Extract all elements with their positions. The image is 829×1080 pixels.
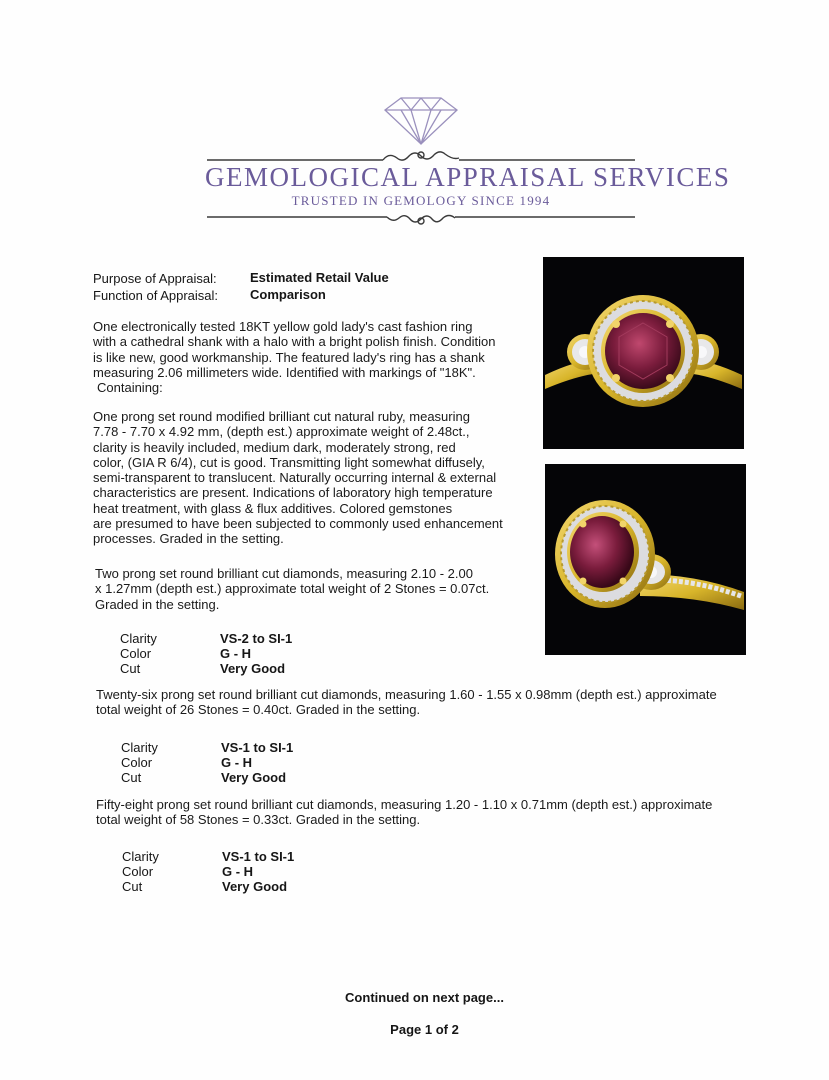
grade-value: VS-2 to SI-1: [220, 631, 293, 646]
text-line: heat treatment, with glass & flux additives. Colored gemstones: [93, 500, 453, 516]
grade-value: G - H: [220, 646, 252, 661]
diamond-group-2-grades: [121, 740, 381, 788]
text-line: Two prong set round brilliant cut diamonds, measuring 2.10 - 2.00: [95, 566, 473, 581]
company-name: GEMOLOGICAL APPRAISAL SERVICES: [205, 162, 731, 192]
grade-name: Clarity: [121, 740, 158, 755]
diamond-group-2-description: [96, 687, 717, 718]
grade-name: Cut: [122, 879, 143, 894]
diamond-group-3-description: [96, 797, 712, 828]
grade-value: VS-1 to SI-1: [221, 740, 294, 755]
ruby-description: [93, 409, 503, 547]
text-line: x 1.27mm (depth est.) approximate total weight of 2 Stones = 0.07ct.: [95, 581, 490, 597]
diamond-group-1-description: [95, 566, 489, 612]
grade-name: Color: [122, 864, 154, 879]
ring-description: [93, 319, 496, 395]
grade-name: Cut: [120, 661, 141, 676]
grade-value: Very Good: [220, 661, 286, 676]
text-line: measuring 2.06 millimeters wide. Identified with markings of "18K".: [93, 364, 476, 380]
purpose-label: Purpose of Appraisal:: [93, 271, 217, 286]
text-line: characteristics are present. Indications of laboratory high temperature: [93, 485, 493, 501]
grade-name: Clarity: [122, 849, 159, 864]
text-line: total weight of 26 Stones = 0.40ct. Graded in the setting.: [96, 702, 421, 718]
text-line: Graded in the setting.: [95, 596, 220, 612]
grade-value: VS-1 to SI-1: [222, 849, 295, 864]
grade-name: Clarity: [120, 631, 157, 646]
text-line: is like new, good workmanship. The featured lady's ring has a shank: [93, 349, 485, 365]
continued-note: Continued on next page...: [345, 990, 504, 1005]
company-tagline: TRUSTED IN GEMOLOGY SINCE 1994: [291, 193, 551, 208]
text-line: Fifty-eight prong set round brilliant cut diamonds, measuring 1.20 - 1.10 x 0.71mm (depth est.) approximate: [96, 797, 713, 812]
text-line: One prong set round modified brilliant cut natural ruby, measuring: [93, 409, 470, 424]
grade-name: Cut: [121, 770, 142, 785]
text-line: semi-transparent to translucent. Naturally occurring internal & external: [93, 470, 497, 486]
text-line: Containing:: [97, 380, 163, 396]
grade-value: G - H: [222, 864, 254, 879]
grade-value: Very Good: [221, 770, 287, 785]
ring-angle-photo: [545, 464, 746, 655]
ring-front-photo: [543, 257, 744, 449]
diamond-group-3-grades: [122, 849, 382, 897]
text-line: One electronically tested 18KT yellow gold lady's cast fashion ring: [93, 319, 473, 334]
text-line: color, (GIA R 6/4), cut is good. Transmitting light somewhat diffusely,: [93, 454, 485, 470]
text-line: processes. Graded in the setting.: [93, 531, 284, 547]
purpose-value: Estimated Retail Value: [250, 270, 389, 285]
text-line: with a cathedral shank with a halo with a bright polish finish. Condition: [93, 334, 496, 350]
top-ornament-rule: [207, 152, 635, 160]
grade-name: Color: [120, 646, 152, 661]
text-line: 7.78 - 7.70 x 4.92 mm, (depth est.) approximate weight of 2.48ct.,: [93, 424, 470, 440]
text-line: are presumed to have been subjected to commonly used enhancement: [93, 516, 503, 532]
text-line: total weight of 58 Stones = 0.33ct. Graded in the setting.: [96, 812, 421, 828]
grade-name: Color: [121, 755, 153, 770]
grade-value: Very Good: [222, 879, 288, 894]
bottom-ornament-rule: [207, 216, 635, 225]
function-value: Comparison: [250, 287, 326, 302]
diamond-group-1-grades: [120, 631, 380, 679]
text-line: clarity is heavily included, medium dark, moderately strong, red: [93, 439, 456, 455]
page-number: Page 1 of 2: [390, 1022, 459, 1037]
diamond-icon: [385, 98, 457, 144]
function-label: Function of Appraisal:: [93, 288, 219, 303]
grade-value: G - H: [221, 755, 253, 770]
text-line: Twenty-six prong set round brilliant cut diamonds, measuring 1.60 - 1.55 x 0.98mm (depth est.) approximate: [96, 687, 717, 702]
